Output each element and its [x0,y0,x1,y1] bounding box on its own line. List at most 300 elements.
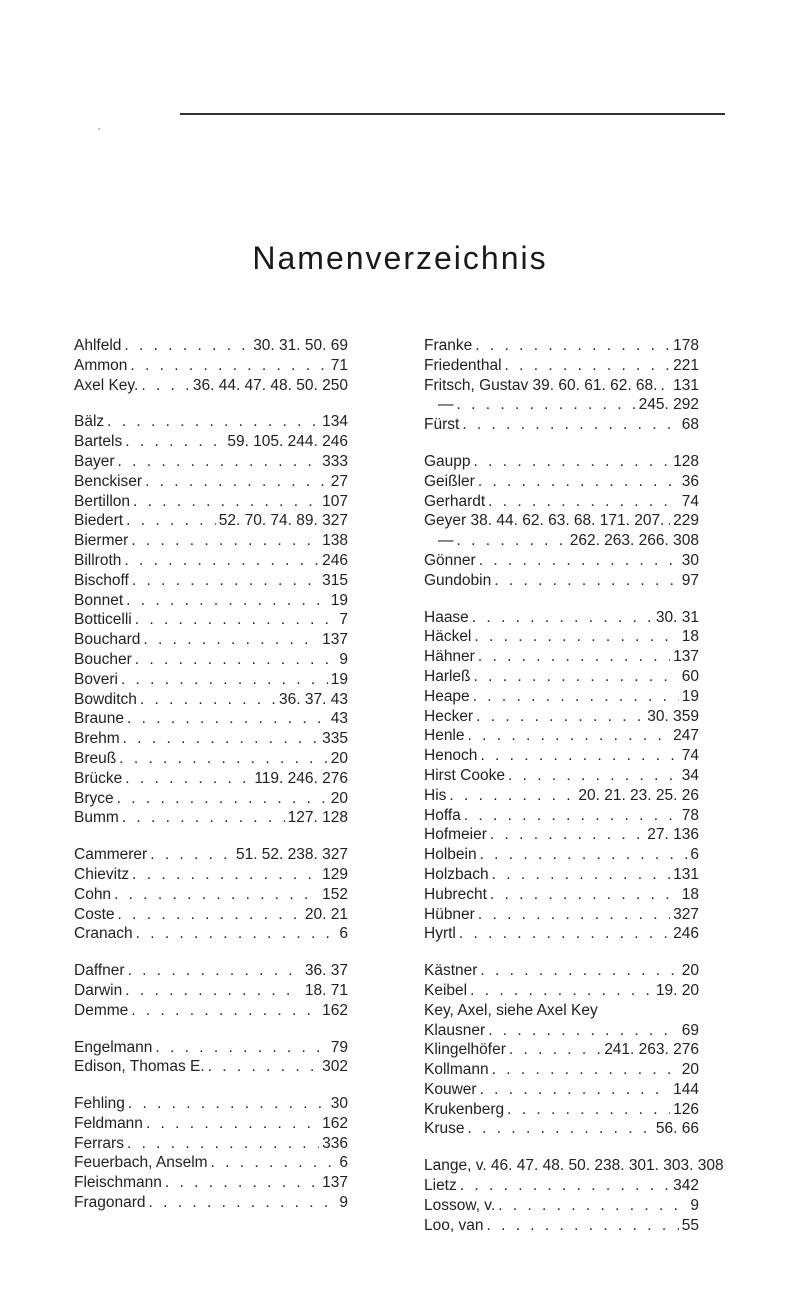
index-entry [424,571,699,591]
entry-name: Biermer [74,532,129,550]
dot-leader [492,1060,679,1080]
index-entry [74,690,348,710]
index-entry [74,492,348,512]
entry-pages: 20. 21. 23. 25. 26 [578,786,699,804]
index-entry [424,746,699,766]
entry-pages: 19 [330,670,348,688]
index-entry [74,336,348,356]
dot-leader [145,472,328,492]
dot-leader [155,1038,327,1058]
entry-name: Coste [74,905,115,923]
entry-name: Henle [424,727,465,745]
index-entry [74,845,348,865]
entry-name: Key, Axel, siehe Axel Key [424,1001,598,1019]
index-entry [74,1094,348,1114]
index-entry [424,551,699,571]
index-entry [74,610,348,630]
index-entry [424,845,699,865]
entry-pages: 6 [690,846,699,864]
dot-leader [121,670,328,690]
index-entry [74,571,348,591]
index-entry [424,1119,699,1139]
index-entry [74,1038,348,1058]
entry-pages: 336 [322,1134,348,1152]
dot-leader [476,707,644,727]
entry-pages: 6 [339,1154,348,1172]
entry-pages: 20 [681,962,699,980]
entry-pages: 20 [330,749,348,767]
entry-pages: 71 [330,356,348,374]
entry-name: Hofmeier [424,826,487,844]
index-entry [74,729,348,749]
entry-name: Boucher [74,650,132,668]
entry-name: Botticelli [74,611,132,629]
entry-name: Keibel [424,981,468,999]
entry-pages: 36. 44. 47. 48. 50. 250 [192,376,348,394]
index-entry [74,1001,348,1021]
dot-leader [127,1134,319,1154]
index-entry [424,825,699,845]
index-entry [424,1156,724,1176]
dot-leader [118,905,302,925]
index-entry [74,749,348,769]
entry-name: Boveri [74,670,118,688]
dot-leader [478,472,679,492]
entry-pages: 107 [322,492,348,510]
dot-leader [498,1196,687,1216]
entry-name: Bayer [74,452,115,470]
index-entry [74,961,348,981]
dot-leader [107,412,319,432]
entry-pages: 162 [322,1001,348,1019]
index-entry [74,905,348,925]
dot-leader [492,865,671,885]
dot-leader [468,726,671,746]
dot-leader [486,1216,678,1236]
dot-leader [472,608,653,628]
index-entry [424,905,699,925]
entry-name: Loo, van [424,1216,484,1234]
dot-leader [125,981,302,1001]
entry-name: Feuerbach, Anselm [74,1154,208,1172]
entry-pages: 247 [673,727,699,745]
entry-pages: 20. 21 [304,905,348,923]
entry-pages: 19. 20 [655,981,699,999]
entry-pages: 36 [681,472,699,490]
index-entry [74,709,348,729]
entry-pages: 34 [681,766,699,784]
dot-leader [124,336,250,356]
dot-leader [480,961,678,981]
entry-name: Bouchard [74,631,141,649]
dot-leader [505,356,671,376]
dot-leader [146,1114,319,1134]
index-entry [424,415,699,435]
entry-name: Fleischmann [74,1174,162,1192]
dot-leader [150,845,233,865]
dot-leader [474,627,678,647]
entry-name: Hecker [424,707,474,725]
dot-leader [490,825,644,845]
dot-leader [128,1094,328,1114]
entry-name: Holbein [424,846,477,864]
index-entry [74,356,348,376]
entry-name: Bartels [74,433,123,451]
dot-leader [125,432,224,452]
entry-pages: 52. 70. 74. 89. 327 [218,512,348,530]
index-entry [424,531,699,551]
entry-name: Biedert [74,512,124,530]
section-gap [424,435,699,452]
entry-pages: 27. 136 [647,826,699,844]
dot-leader [117,789,328,809]
entry-name: Bowditch [74,690,137,708]
dot-leader [479,551,679,571]
entry-pages: 137 [322,1174,348,1192]
dot-leader [478,905,670,925]
dot-leader [131,531,319,551]
index-entry [74,924,348,944]
entry-pages: 246 [322,551,348,569]
entry-name: Brücke [74,769,123,787]
entry-name: — [438,396,454,414]
entry-pages: 128 [673,452,699,470]
entry-pages: 302 [322,1058,348,1076]
index-entry [424,1001,699,1021]
index-entry [424,1100,699,1120]
entry-pages: 19 [681,687,699,705]
entry-name: Ferrars [74,1134,124,1152]
index-entry [424,961,699,981]
index-entry [424,667,699,687]
dot-leader [459,924,670,944]
index-entry [74,1114,348,1134]
entry-name: Klausner [424,1021,486,1039]
entry-pages: 131 [673,376,699,394]
entry-pages: 36. 37 [304,962,348,980]
entry-pages: 152 [322,885,348,903]
entry-name: Klingelhöfer [424,1041,506,1059]
index-entry [424,865,699,885]
section-gap [74,1077,348,1094]
index-entry [424,511,699,531]
dot-leader [114,885,319,905]
dot-leader [136,924,337,944]
entry-name: Bryce [74,789,114,807]
entry-name: Harleß [424,667,471,685]
dot-leader [480,1080,671,1100]
section-gap [74,1021,348,1038]
entry-name: Fürst [424,416,460,434]
entry-name: Braune [74,710,124,728]
entry-pages: 315 [322,571,348,589]
index-entry [74,412,348,432]
index-column-right [424,336,724,1235]
entry-name: Edison, Thomas E. [74,1058,205,1076]
entry-pages: 131 [673,865,699,883]
entry-pages: 18. 71 [304,981,348,999]
index-entry [424,492,699,512]
entry-name: Lange, v. 46. 47. 48. 50. 238. 301. 303. 308 [424,1157,724,1175]
entry-pages: 59. 105. 244. 246 [227,433,348,451]
dot-leader [165,1173,319,1193]
entry-name: Chievitz [74,865,130,883]
index-entry [74,885,348,905]
section-gap [424,1139,699,1156]
index-entry [424,647,699,667]
dot-leader [474,667,679,687]
index-entry [74,591,348,611]
entry-name: Friedenthal [424,356,502,374]
entry-name: Haase [424,608,469,626]
entry-pages: 9 [339,1194,348,1212]
dot-leader [123,729,319,749]
index-entry [74,981,348,1001]
paper-speck [98,128,100,130]
dot-leader [133,492,319,512]
entry-name: Benckiser [74,472,143,490]
entry-pages: 246 [673,925,699,943]
entry-name: Hoffa [424,806,461,824]
entry-name: — [438,532,454,550]
entry-pages: 335 [322,730,348,748]
dot-leader [449,786,575,806]
index-entry [74,376,348,396]
index-entry [74,789,348,809]
entry-name: Cranach [74,925,133,943]
entry-name: Fritsch, Gustav 39. 60. 61. 62. 68. [424,376,658,394]
index-entry [74,452,348,472]
dot-leader [126,511,216,531]
entry-pages: 221 [673,356,699,374]
entry-pages: 69 [681,1021,699,1039]
entry-pages: 19 [330,591,348,609]
dot-leader [208,1057,319,1077]
entry-name: Henoch [424,747,478,765]
entry-pages: 127. 128 [287,809,348,827]
entry-name: Ahlfeld [74,337,122,354]
entry-pages: 138 [322,532,348,550]
index-entry [74,630,348,650]
index-entry [424,981,699,1001]
entry-name: Cohn [74,885,112,903]
index-entry [74,769,348,789]
dot-leader [124,551,319,571]
index-entry [424,687,699,707]
entry-pages: 68 [681,416,699,434]
index-entry [424,608,699,628]
index-entry [74,808,348,828]
entry-pages: 20 [330,789,348,807]
entry-pages: 327 [673,905,699,923]
dot-leader [126,591,328,611]
entry-name: Engelmann [74,1038,153,1056]
index-entry [424,336,699,356]
index-entry [424,1060,699,1080]
entry-name: His [424,786,447,804]
entry-name: Billroth [74,551,122,569]
dot-leader [468,1119,653,1139]
entry-name: Geißler [424,472,475,490]
dot-leader [508,766,679,786]
entry-pages: 229 [673,512,699,530]
entry-name: Gundobin [424,571,492,589]
entry-pages: 6 [339,925,348,943]
dot-leader [130,356,327,376]
dot-leader [475,336,670,356]
index-entry [424,726,699,746]
dot-leader [507,1100,670,1120]
entry-name: Daffner [74,962,125,980]
entry-pages: 9 [690,1196,699,1214]
entry-name: Heape [424,687,470,705]
entry-pages: 7 [339,611,348,629]
entry-name: Hyrtl [424,925,456,943]
section-gap [74,395,348,412]
entry-pages: 245. 292 [638,396,699,414]
dot-leader [490,885,679,905]
dot-leader [480,845,688,865]
index-entry [424,1216,699,1236]
index-entry [424,627,699,647]
entry-name: Lossow, v. [424,1196,496,1214]
dot-leader [211,1153,337,1173]
entry-name: Kouwer [424,1080,477,1098]
entry-pages: 56. 66 [655,1120,699,1138]
dot-leader [488,1021,679,1041]
entry-pages: 97 [681,571,699,589]
index-entry [74,551,348,571]
dot-leader [660,376,670,396]
entry-pages: 126 [673,1100,699,1118]
dot-leader [457,531,567,551]
entry-name: Franke [424,337,473,354]
index-entry [424,766,699,786]
entry-pages: 134 [322,413,348,431]
dot-leader [135,650,337,670]
entry-pages: 74 [681,492,699,510]
index-entry [424,1021,699,1041]
index-entry [74,1134,348,1154]
entry-name: Kästner [424,962,478,980]
entry-pages: 79 [330,1038,348,1056]
dot-leader [494,571,679,591]
entry-name: Axel Key. [74,376,139,394]
entry-name: Hubrecht [424,885,487,903]
entry-name: Hübner [424,905,475,923]
index-entry [424,1196,699,1216]
dot-leader [143,630,319,650]
dot-leader [460,1176,670,1196]
entry-pages: 60 [681,667,699,685]
index-entry [74,1173,348,1193]
dot-leader [125,769,251,789]
index-entry [424,376,699,396]
index-entry [74,1153,348,1173]
dot-leader [462,415,678,435]
entry-name: Geyer 38. 44. 62. 63. 68. 171. 207. [424,512,665,530]
dot-leader [140,690,276,710]
entry-pages: 43 [330,710,348,728]
entry-name: Ammon [74,356,128,374]
dot-leader [118,452,320,472]
dot-leader [119,749,328,769]
entry-pages: 119. 246. 276 [254,769,348,787]
dot-leader [132,865,319,885]
entry-name: Gerhardt [424,492,486,510]
entry-name: Bumm [74,809,119,827]
index-entry [74,531,348,551]
index-entry [424,786,699,806]
entry-pages: 30. 359 [647,707,699,725]
index-entry [424,452,699,472]
index-entry [424,1176,699,1196]
dot-leader [132,571,319,591]
dot-leader [470,981,653,1001]
dot-leader [131,1001,319,1021]
dot-leader [474,452,671,472]
dot-leader [478,647,670,667]
dot-leader [488,492,679,512]
entry-pages: 36. 37. 43 [279,690,348,708]
page-title: Namenverzeichnis [252,240,548,276]
entry-pages: 27 [330,472,348,490]
entry-name: Cammerer [74,846,148,864]
entry-name: Kollmann [424,1061,489,1079]
dot-leader [122,808,285,828]
entry-name: Fehling [74,1095,125,1113]
entry-name: Holzbach [424,865,489,883]
entry-name: Breuß [74,749,117,767]
entry-name: Feldmann [74,1114,143,1132]
entry-name: Demme [74,1001,129,1019]
index-entry [424,1040,699,1060]
section-gap [74,944,348,961]
index-entry [74,650,348,670]
entry-pages: 18 [681,628,699,646]
section-gap [424,591,699,608]
entry-name: Lietz [424,1177,457,1195]
index-entry [424,924,699,944]
entry-name: Krukenberg [424,1100,505,1118]
section-gap [74,828,348,845]
entry-pages: 30. 31 [655,608,699,626]
dot-leader [509,1040,601,1060]
index-column-left [74,336,348,1213]
index-entry [74,1193,348,1213]
index-entry [424,356,699,376]
entry-pages: 137 [322,631,348,649]
entry-name: Gaupp [424,452,471,470]
entry-name: Bälz [74,413,105,431]
dot-leader [473,687,679,707]
entry-name: Fragonard [74,1194,146,1212]
index-entry [424,885,699,905]
entry-name: Gönner [424,551,476,569]
dot-leader [480,746,678,766]
index-entry [74,472,348,492]
entry-pages: 18 [681,885,699,903]
entry-pages: 262. 263. 266. 308 [569,532,699,550]
entry-pages: 74 [681,747,699,765]
entry-pages: 30. 31. 50. 69 [253,337,348,354]
entry-name: Kruse [424,1120,465,1138]
entry-pages: 178 [673,337,699,354]
dot-leader [135,610,337,630]
index-entry [74,432,348,452]
entry-name: Brehm [74,730,120,748]
entry-pages: 9 [339,650,348,668]
